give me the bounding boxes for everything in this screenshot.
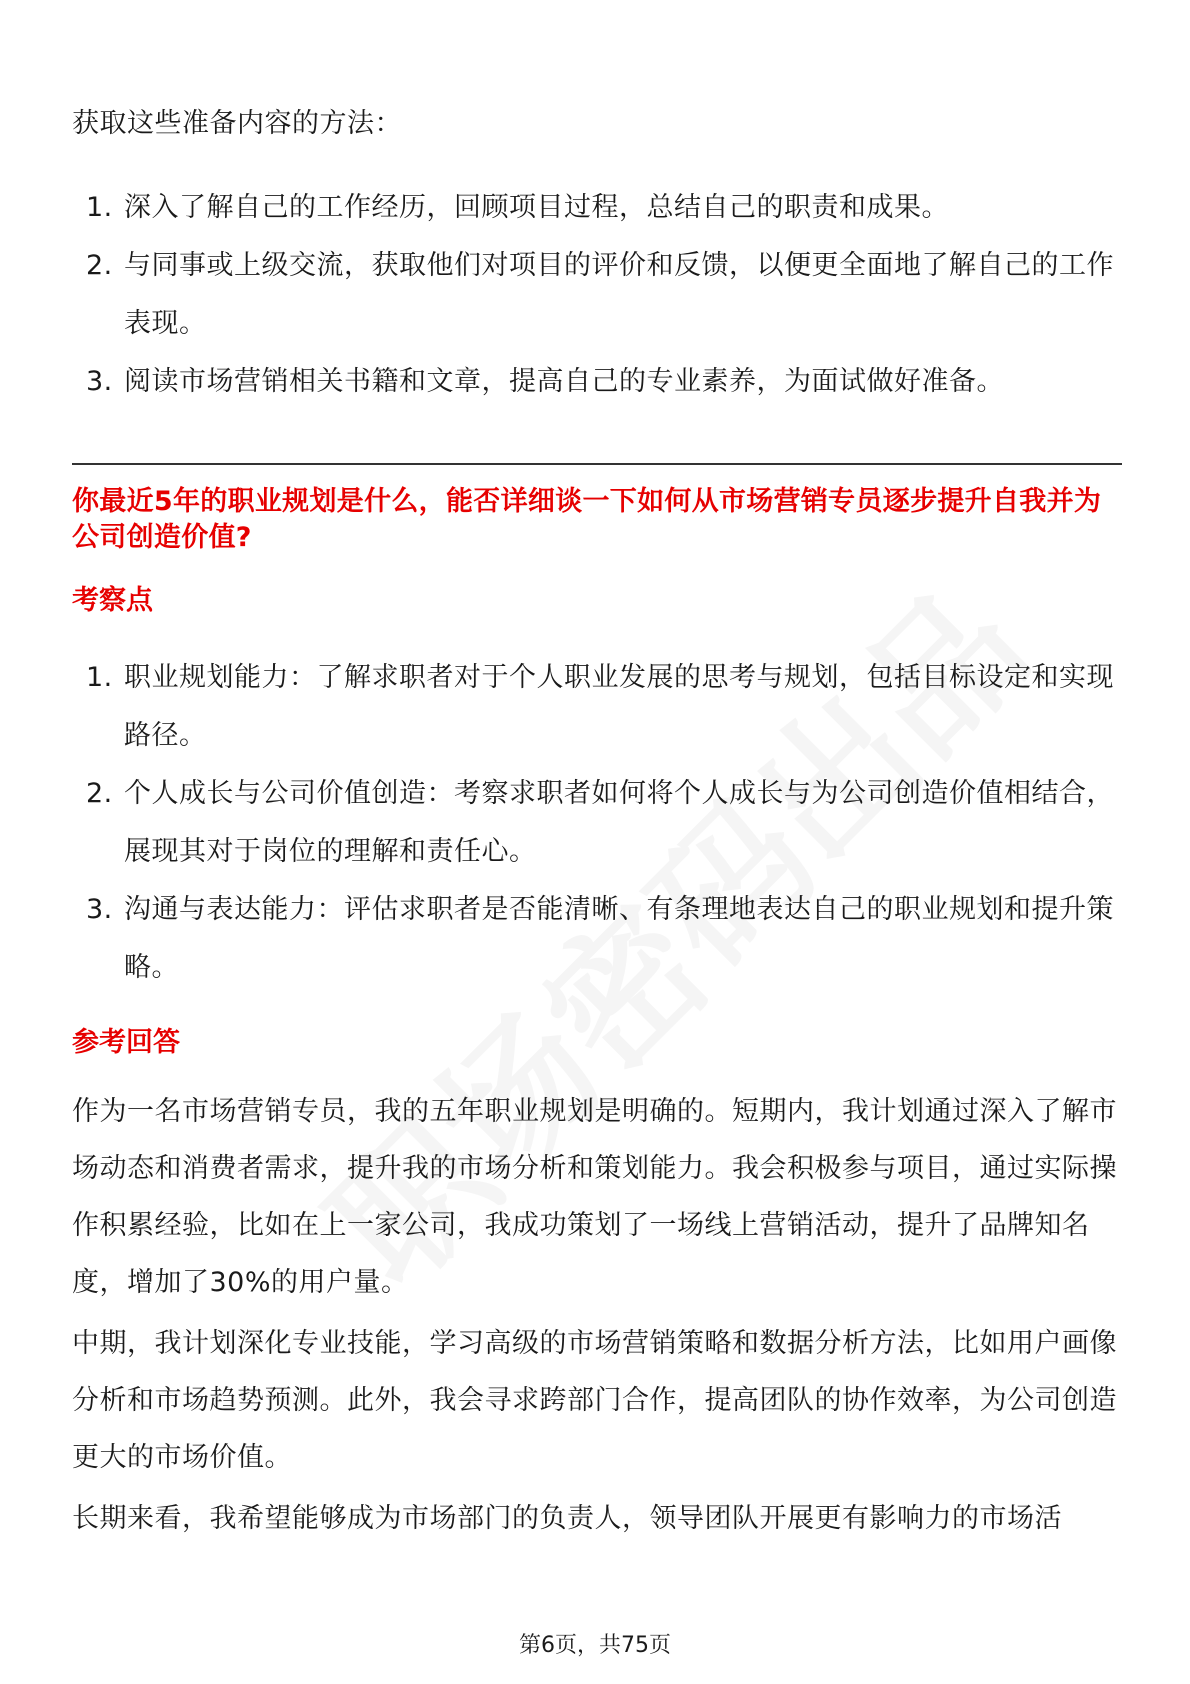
list-number: 3. [86,894,113,925]
list-item-text: 个人成长与公司价值创造：考察求职者如何将个人成长与为公司创造价值相结合，展现其对于岗位的理解和责任心。 [124,778,1114,867]
list-item-text: 沟通与表达能力：评估求职者是否能清晰、有条理地表达自己的职业规划和提升策略。 [124,894,1114,983]
intro-text: 获取这些准备内容的方法： [72,108,402,139]
answer-paragraph: 作为一名市场营销专员，我的五年职业规划是明确的。短期内，我计划通过深入了解市场动态和消费者需求，提升我的市场分析和策划能力。我会积极参与项目，通过实际操作积累经验，比如在上一家公司，我成功策划了一场线上营销活动，提升了品牌知名度，增加了30%的用户量。 [72,1096,1117,1298]
list-item [72,649,1122,765]
list-item-text: 深入了解自己的工作经历，回顾项目过程，总结自己的职责和成果。 [124,192,949,223]
answer-paragraph: 中期，我计划深化专业技能，学习高级的市场营销策略和数据分析方法，比如用户画像分析和市场趋势预测。此外，我会寻求跨部门合作，提高团队的协作效率，为公司创造更大的市场价值。 [72,1328,1117,1473]
section-divider [72,463,1122,465]
list-item-text: 阅读市场营销相关书籍和文章，提高自己的专业素养，为面试做好准备。 [124,366,1004,397]
list-item-text: 职业规划能力：了解求职者对于个人职业发展的思考与规划，包括目标设定和实现路径。 [124,662,1114,751]
list-number: 2. [86,250,113,281]
list-item-text: 与同事或上级交流，获取他们对项目的评价和反馈，以便更全面地了解自己的工作表现。 [124,250,1114,339]
answer-heading: 参考回答 [72,1027,180,1058]
prep-methods-list [72,179,1122,411]
list-number: 2. [86,778,113,809]
list-item [72,765,1122,881]
list-item [72,353,1122,411]
list-item [72,179,1122,237]
list-number: 1. [86,192,113,223]
list-number: 1. [86,662,113,693]
answer-paragraph: 长期来看，我希望能够成为市场部门的负责人，领导团队开展更有影响力的市场活 [72,1503,1062,1534]
interview-question: 你最近5年的职业规划是什么，能否详细谈一下如何从市场营销专员逐步提升自我并为公司创造价值? [72,486,1102,553]
list-item [72,237,1122,353]
list-item [72,881,1122,997]
focus-heading: 考察点 [72,585,153,616]
focus-points-list [72,649,1122,997]
page-number-footer: 第6页，共75页 [519,1633,671,1658]
list-number: 3. [86,366,113,397]
